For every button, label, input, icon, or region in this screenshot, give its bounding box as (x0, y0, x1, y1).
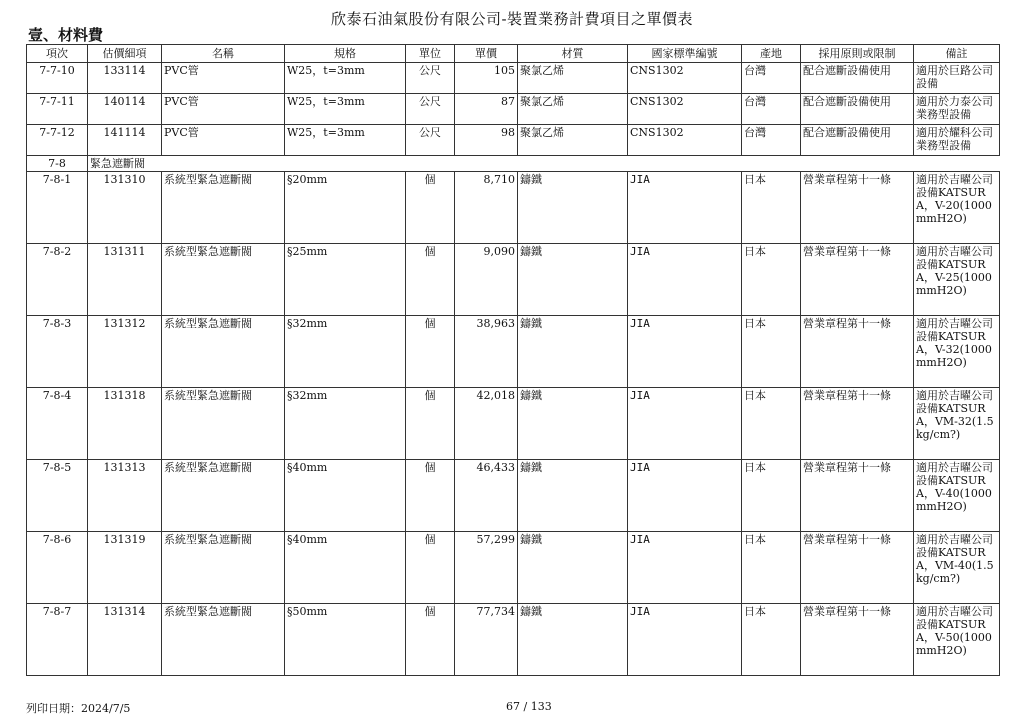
cell-name: 系統型緊急遮斷閥 (162, 244, 285, 316)
cell-estimate-code: 131313 (88, 460, 162, 532)
cell-standard-no: JIA (628, 532, 742, 604)
document-title: 欣泰石油氣股份有限公司-裝置業務計費項目之單價表 (330, 10, 694, 28)
cell-spec: §25mm (285, 244, 406, 316)
cell-estimate-code: 131310 (88, 172, 162, 244)
header-item-no: 項次 (27, 45, 88, 63)
cell-estimate-code: 131314 (88, 604, 162, 676)
cell-item-no: 7-7-12 (27, 125, 88, 156)
cell-principle: 營業章程第十一條 (801, 388, 914, 460)
table-row (27, 125, 1000, 156)
cell-origin: 台灣 (742, 63, 801, 94)
cell-unit: 個 (406, 388, 455, 460)
header-standard-no: 國家標準編號 (628, 45, 742, 63)
cell-material: 鑄鐵 (518, 172, 628, 244)
cell-name: PVC管 (162, 63, 285, 94)
cell-item-no: 7-8-4 (27, 388, 88, 460)
cell-material: 聚氯乙烯 (518, 63, 628, 94)
cell-spec: §50mm (285, 604, 406, 676)
cell-origin: 日本 (742, 460, 801, 532)
cell-name: 系統型緊急遮斷閥 (162, 316, 285, 388)
cell-name: 系統型緊急遮斷閥 (162, 460, 285, 532)
cell-material: 聚氯乙烯 (518, 125, 628, 156)
header-unit-price: 單價 (455, 45, 518, 63)
cell-spec: W25，t=3mm (285, 63, 406, 94)
group-row (27, 156, 1000, 172)
table-row (27, 316, 1000, 388)
cell-material: 鑄鐵 (518, 388, 628, 460)
cell-remarks: 適用於吉曜公司設備KATSURA，VM-40(1.5kg/cm?) (914, 532, 1000, 604)
cell-name: PVC管 (162, 94, 285, 125)
cell-standard-no: CNS1302 (628, 125, 742, 156)
cell-standard-no: JIA (628, 388, 742, 460)
cell-principle: 營業章程第十一條 (801, 172, 914, 244)
header-origin: 產地 (742, 45, 801, 63)
header-remarks: 備註 (914, 45, 1000, 63)
cell-remarks: 適用於吉曜公司設備KATSURA，V-50(1000mmH2O) (914, 604, 1000, 676)
table-row (27, 172, 1000, 244)
cell-standard-no: JIA (628, 604, 742, 676)
cell-spec: W25，t=3mm (285, 125, 406, 156)
cell-remarks: 適用於吉曜公司設備KATSURA，V-20(1000mmH2O) (914, 172, 1000, 244)
cell-material: 鑄鐵 (518, 316, 628, 388)
cell-estimate-code: 131319 (88, 532, 162, 604)
cell-name: PVC管 (162, 125, 285, 156)
cell-principle: 營業章程第十一條 (801, 244, 914, 316)
cell-name: 系統型緊急遮斷閥 (162, 532, 285, 604)
cell-unit: 公尺 (406, 63, 455, 94)
cell-unit: 個 (406, 316, 455, 388)
cell-estimate-code: 131312 (88, 316, 162, 388)
cell-unit-price: 46,433 (455, 460, 518, 532)
cell-origin: 台灣 (742, 94, 801, 125)
cell-material: 鑄鐵 (518, 460, 628, 532)
cell-remarks: 適用於巨路公司設備 (914, 63, 1000, 94)
cell-unit-price: 77,734 (455, 604, 518, 676)
cell-principle: 配合遮斷設備使用 (801, 63, 914, 94)
price-table (26, 44, 1000, 676)
cell-origin: 日本 (742, 172, 801, 244)
section-title: 壹、材料費 (28, 26, 104, 44)
cell-material: 鑄鐵 (518, 532, 628, 604)
table-row (27, 388, 1000, 460)
cell-spec: §40mm (285, 532, 406, 604)
header-estimate-code: 估價細項 (88, 45, 162, 63)
cell-spec: W25，t=3mm (285, 94, 406, 125)
cell-unit-price: 57,299 (455, 532, 518, 604)
cell-group-no: 7-8 (27, 156, 88, 172)
cell-remarks: 適用於吉曜公司設備KATSURA，V-25(1000mmH2O) (914, 244, 1000, 316)
cell-item-no: 7-7-10 (27, 63, 88, 94)
cell-origin: 日本 (742, 244, 801, 316)
cell-origin: 日本 (742, 388, 801, 460)
cell-material: 聚氯乙烯 (518, 94, 628, 125)
cell-standard-no: CNS1302 (628, 63, 742, 94)
cell-name: 系統型緊急遮斷閥 (162, 604, 285, 676)
cell-standard-no: JIA (628, 172, 742, 244)
cell-name: 系統型緊急遮斷閥 (162, 172, 285, 244)
cell-unit-price: 38,963 (455, 316, 518, 388)
cell-principle: 營業章程第十一條 (801, 316, 914, 388)
cell-remarks: 適用於吉曜公司設備KATSURA，V-40(1000mmH2O) (914, 460, 1000, 532)
cell-unit-price: 9,090 (455, 244, 518, 316)
cell-unit-price: 42,018 (455, 388, 518, 460)
cell-unit: 個 (406, 172, 455, 244)
header-unit: 單位 (406, 45, 455, 63)
table-row (27, 460, 1000, 532)
cell-spec: §40mm (285, 460, 406, 532)
table-row (27, 604, 1000, 676)
cell-item-no: 7-7-11 (27, 94, 88, 125)
cell-standard-no: JIA (628, 244, 742, 316)
cell-spec: §32mm (285, 316, 406, 388)
cell-estimate-code: 140114 (88, 94, 162, 125)
cell-remarks: 適用於耀科公司業務型設備 (914, 125, 1000, 156)
cell-remarks: 適用於吉曜公司設備KATSURA，VM-32(1.5kg/cm?) (914, 388, 1000, 460)
cell-unit: 個 (406, 244, 455, 316)
cell-origin: 日本 (742, 316, 801, 388)
page-number: 67 / 133 (506, 700, 552, 713)
cell-unit-price: 87 (455, 94, 518, 125)
cell-item-no: 7-8-5 (27, 460, 88, 532)
cell-remarks: 適用於力泰公司業務型設備 (914, 94, 1000, 125)
cell-group-name: 緊急遮斷閥 (88, 156, 1000, 172)
cell-material: 鑄鐵 (518, 604, 628, 676)
cell-standard-no: CNS1302 (628, 94, 742, 125)
header-material: 材質 (518, 45, 628, 63)
cell-unit-price: 105 (455, 63, 518, 94)
cell-item-no: 7-8-3 (27, 316, 88, 388)
cell-spec: §20mm (285, 172, 406, 244)
cell-principle: 配合遮斷設備使用 (801, 94, 914, 125)
cell-item-no: 7-8-7 (27, 604, 88, 676)
cell-unit: 個 (406, 532, 455, 604)
cell-origin: 日本 (742, 604, 801, 676)
cell-spec: §32mm (285, 388, 406, 460)
cell-unit-price: 98 (455, 125, 518, 156)
cell-principle: 營業章程第十一條 (801, 604, 914, 676)
table-row (27, 63, 1000, 94)
cell-origin: 日本 (742, 532, 801, 604)
cell-estimate-code: 131318 (88, 388, 162, 460)
header-spec: 規格 (285, 45, 406, 63)
header-name: 名稱 (162, 45, 285, 63)
cell-estimate-code: 133114 (88, 63, 162, 94)
cell-item-no: 7-8-2 (27, 244, 88, 316)
cell-estimate-code: 131311 (88, 244, 162, 316)
table-row (27, 94, 1000, 125)
table-header-row (27, 45, 1000, 63)
cell-principle: 營業章程第十一條 (801, 532, 914, 604)
cell-estimate-code: 141114 (88, 125, 162, 156)
cell-material: 鑄鐵 (518, 244, 628, 316)
cell-unit: 個 (406, 604, 455, 676)
cell-origin: 台灣 (742, 125, 801, 156)
cell-unit: 個 (406, 460, 455, 532)
header-principle: 採用原則或限制 (801, 45, 914, 63)
table-row (27, 532, 1000, 604)
cell-item-no: 7-8-6 (27, 532, 88, 604)
table-row (27, 244, 1000, 316)
cell-unit: 公尺 (406, 94, 455, 125)
cell-remarks: 適用於吉曜公司設備KATSURA，V-32(1000mmH2O) (914, 316, 1000, 388)
cell-name: 系統型緊急遮斷閥 (162, 388, 285, 460)
cell-unit-price: 8,710 (455, 172, 518, 244)
cell-principle: 營業章程第十一條 (801, 460, 914, 532)
cell-item-no: 7-8-1 (27, 172, 88, 244)
cell-standard-no: JIA (628, 316, 742, 388)
print-date: 列印日期：2024/7/5 (26, 702, 131, 715)
cell-principle: 配合遮斷設備使用 (801, 125, 914, 156)
cell-standard-no: JIA (628, 460, 742, 532)
cell-unit: 公尺 (406, 125, 455, 156)
